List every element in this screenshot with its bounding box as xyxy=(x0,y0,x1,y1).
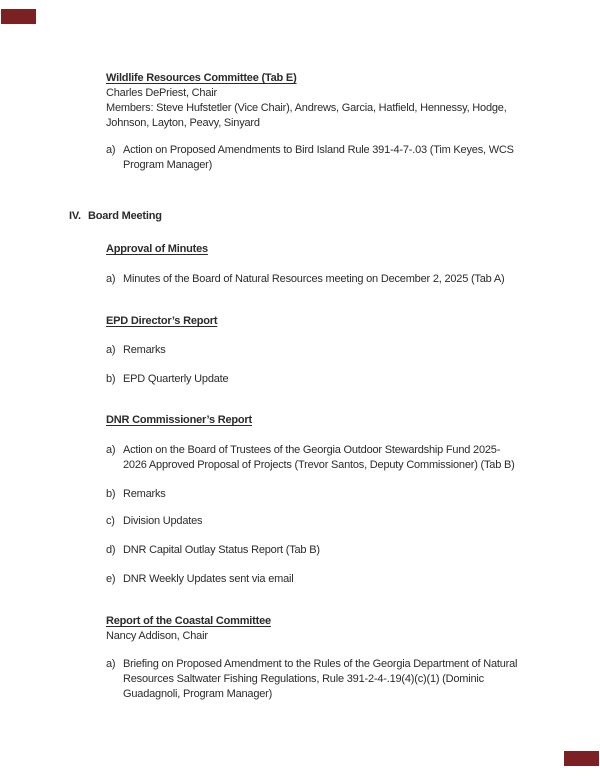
item-line: EPD Quarterly Update xyxy=(123,373,229,385)
agenda-item-dnr-d xyxy=(106,543,600,558)
item-line: Action on the Board of Trustees of the Georgia Outdoor Stewardship Fund 2025- xyxy=(123,444,501,456)
item-line: DNR Weekly Updates sent via email xyxy=(123,573,294,585)
item-line: DNR Capital Outlay Status Report (Tab B) xyxy=(123,544,320,556)
item-marker: a) xyxy=(106,658,116,670)
agenda-item-dnr-b xyxy=(106,487,600,502)
section-heading-wildlife-resources-committee: Wildlife Resources Committee (Tab E) xyxy=(106,72,297,84)
committee-members-line: Members: Steve Hufstetler (Vice Chair), Andrews, Garcia, Hatfield, Hennessy, Hodge, xyxy=(106,102,507,114)
item-line: Resources Saltwater Fishing Regulations, Rule 391-2-4-.19(4)(c)(1) (Dominic xyxy=(123,673,484,685)
item-marker: e) xyxy=(106,573,116,585)
item-line: Remarks xyxy=(123,344,166,356)
agenda-item-dnr-c xyxy=(106,514,600,529)
item-marker: a) xyxy=(106,444,116,456)
item-marker: b) xyxy=(106,373,116,385)
corner-mark-bottom-right xyxy=(564,751,599,766)
section-heading-coastal-committee: Report of the Coastal Committee xyxy=(106,615,271,627)
item-text xyxy=(123,272,600,287)
item-text xyxy=(123,543,600,558)
item-text xyxy=(123,657,600,702)
item-line: Division Updates xyxy=(123,515,203,527)
item-text xyxy=(123,514,600,529)
item-line: Guadagnoli, Program Manager) xyxy=(123,688,273,700)
committee-chair-line: Nancy Addison, Chair xyxy=(106,630,208,642)
agenda-item-epd-a xyxy=(106,343,600,358)
agenda-item-dnr-a xyxy=(106,443,600,473)
item-line: Remarks xyxy=(123,488,166,500)
item-text xyxy=(123,143,600,173)
item-line: Program Manager) xyxy=(123,159,213,171)
agenda-item-coastal-a xyxy=(106,657,600,702)
item-text xyxy=(123,487,600,502)
agenda-item-approval-a xyxy=(106,272,600,287)
board-meeting-title: Board Meeting xyxy=(88,210,162,222)
agenda-item-epd-b xyxy=(106,372,600,387)
item-text xyxy=(123,372,600,387)
agenda-item-wildlife-a xyxy=(106,143,600,173)
agenda-item-dnr-e xyxy=(106,572,600,587)
item-marker: a) xyxy=(106,344,116,356)
item-line: Action on Proposed Amendments to Bird Island Rule 391-4-7-.03 (Tim Keyes, WCS xyxy=(123,144,514,156)
roman-numeral: IV. xyxy=(69,210,81,222)
item-marker: d) xyxy=(106,544,116,556)
item-line: Briefing on Proposed Amendment to the Rules of the Georgia Department of Natural xyxy=(123,658,518,670)
item-text xyxy=(123,572,600,587)
item-line: Minutes of the Board of Natural Resources meeting on December 2, 2025 (Tab A) xyxy=(123,273,505,285)
section-heading-dnr-commissioners-report: DNR Commissioner’s Report xyxy=(106,414,252,426)
committee-chair-line: Charles DePriest, Chair xyxy=(106,87,217,99)
item-line: 2026 Approved Proposal of Projects (Trevor Santos, Deputy Commissioner) (Tab B) xyxy=(123,459,515,471)
section-heading-approval-of-minutes: Approval of Minutes xyxy=(106,243,208,255)
item-marker: c) xyxy=(106,515,115,527)
item-text xyxy=(123,343,600,358)
item-marker: a) xyxy=(106,273,116,285)
item-marker: b) xyxy=(106,488,116,500)
item-marker: a) xyxy=(106,144,116,156)
section-heading-epd-directors-report: EPD Director’s Report xyxy=(106,315,218,327)
item-text xyxy=(123,443,600,473)
committee-members-line: Johnson, Layton, Peavy, Sinyard xyxy=(106,117,260,129)
board-meeting-heading xyxy=(69,209,600,224)
